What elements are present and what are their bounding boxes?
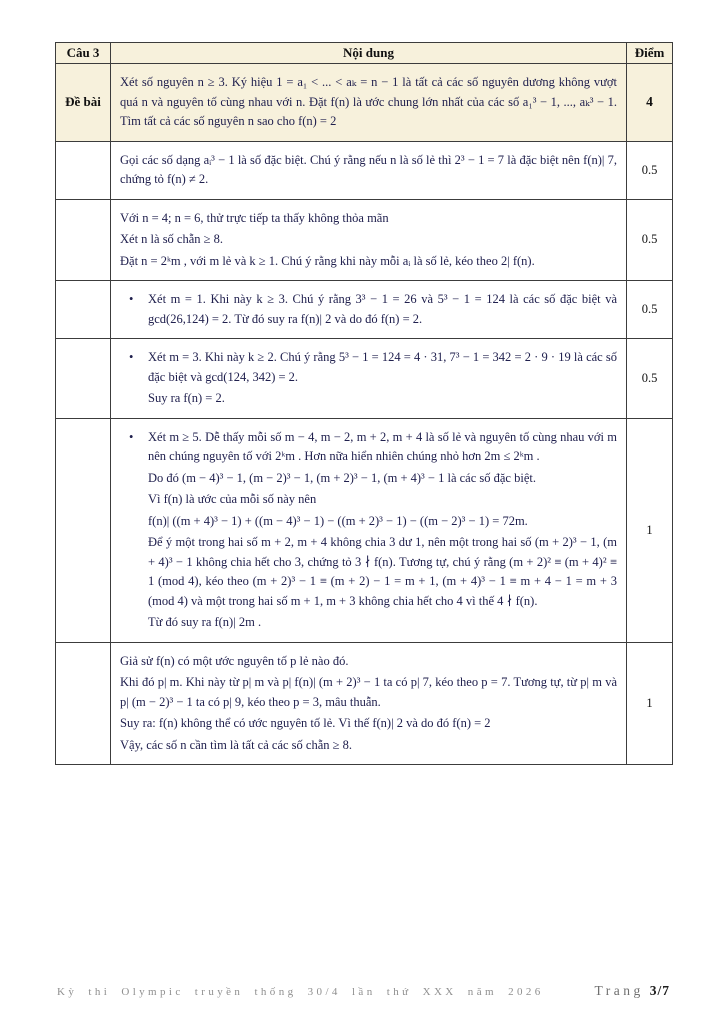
row-label [56, 199, 111, 281]
row-content [111, 199, 627, 281]
paragraph [120, 389, 617, 409]
solution-table [55, 42, 673, 765]
paragraph-text: Gọi các số dạng aᵢ³ − 1 là số đặc biệt. Chú ý rằng nếu n là số lẻ thì 2³ − 1 = 7 là đặc biệt nên f(n)| 7, chứng tỏ f(n) ≠ 2. [120, 152, 617, 186]
paragraph-text: Để ý một trong hai số m + 2, m + 4 không chia 3 dư 1, nên một trong hai số (m + 2)³ − 1, (m + 4)³ − 1 không chia hết cho 3, chứng tỏ 3 ∤ f(n). Tương tự, chú ý rằng (m + 2)² ≡ (m + 4)² ≡ 1 (mod 4), kéo theo (m + 2)³ − 1 ≡ (m + 2) − 1 = m + 1, (m + 4)³ − 1 ≡ m + 4 − 1 = m + 3 (mod 4) và một trong hai số m + 1, m + 3 không chia hết cho 4 vì thế 4 ∤ f(n). [148, 535, 617, 608]
row-label: Đề bài [56, 64, 111, 142]
paragraph [120, 613, 617, 633]
row-content [111, 418, 627, 642]
paragraph [120, 673, 617, 712]
paragraph-text: Xét m = 3. Khi này k ≥ 2. Chú ý rằng 5³ − 1 = 124 = 4 · 31, 7³ − 1 = 342 = 2 · 9 · 19 là các số đặc biệt và gcd(124, 342) = 2. [148, 350, 617, 384]
row-label [56, 141, 111, 199]
paragraph-text: Vì f(n) là ước của mỗi số này nên [148, 492, 317, 506]
paragraph [120, 73, 617, 132]
footer-exam-title: Kỳ thi Olympic truyền thống 30/4 lần thứ XXX năm 2026 [57, 986, 544, 998]
paragraph-text: Do đó (m − 4)³ − 1, (m − 2)³ − 1, (m + 2)³ − 1, (m + 4)³ − 1 là các số đặc biệt. [148, 470, 536, 485]
paragraph [120, 469, 617, 489]
paragraph-text: Giả sử f(n) có một ước nguyên tố p lẻ nào đó. [120, 653, 349, 668]
row-content [111, 642, 627, 765]
row-content [111, 141, 627, 199]
footer-page [594, 982, 670, 1000]
row-content [111, 281, 627, 339]
row-label [56, 339, 111, 419]
table-row [56, 642, 673, 765]
row-points: 0.5 [627, 141, 673, 199]
header-noi-dung: Nội dung [111, 43, 627, 64]
paragraph [120, 230, 617, 250]
table-row [56, 141, 673, 199]
row-content [111, 339, 627, 419]
table-row [56, 418, 673, 642]
paragraph-text: Xét n là số chẵn ≥ 8. [120, 232, 224, 246]
paragraph [120, 533, 617, 611]
paragraph-text: Xét số nguyên n ≥ 3. Ký hiệu 1 = a₁ < ... < aₖ = n − 1 là tất cả các số nguyên dương không vượt quá n và nguyên tố cùng nhau với n. Đặt f(n) là ước chung lớn nhất của các số a₁³ − 1, ..., aₖ³ − 1. Tìm tất cả các số nguyên n sao cho f(n) = 2 [120, 75, 617, 128]
bullet-icon: • [129, 292, 134, 306]
paragraph-text: Suy ra f(n) = 2. [148, 391, 225, 405]
header-diem: Điểm [627, 43, 673, 64]
row-points: 0.5 [627, 199, 673, 281]
row-points: 0.5 [627, 281, 673, 339]
row-label [56, 418, 111, 642]
paragraph [120, 512, 617, 532]
paragraph [120, 736, 617, 756]
paragraph [120, 252, 617, 272]
paragraph [120, 151, 617, 190]
table-row [56, 339, 673, 419]
table-row [56, 281, 673, 339]
paragraph [120, 490, 617, 510]
paragraph-text: Xét m ≥ 5. Dễ thấy mỗi số m − 4, m − 2, m + 2, m + 4 là số lẻ và nguyên tố cùng nhau với m nên chúng nguyên tố với 2ᵏm . Hơn nữa hiển nhiên chúng nhỏ hơn 2m ≤ 2ᵏm . [148, 429, 617, 463]
paragraph-text: Suy ra: f(n) không thể có ước nguyên tố lẻ. Vì thế f(n)| 2 và do đó f(n) = 2 [120, 716, 491, 730]
header-row [56, 43, 673, 64]
paragraph-text: Với n = 4; n = 6, thử trực tiếp ta thấy không thỏa mãn [120, 210, 389, 225]
header-cau: Câu 3 [56, 43, 111, 64]
row-points: 4 [627, 64, 673, 142]
bullet-paragraph [120, 428, 617, 467]
paragraph-text: Xét m = 1. Khi này k ≥ 3. Chú ý rằng 3³ − 1 = 26 và 5³ − 1 = 124 là các số đặc biệt và gcd(26,124) = 2. Từ đó suy ra f(n)| 2 và do đó f(n) = 2. [148, 292, 617, 326]
bullet-icon: • [129, 429, 134, 444]
paragraph-text: Vậy, các số n cần tìm là tất cả các số chẵn ≥ 8. [120, 737, 352, 752]
paragraph [120, 714, 617, 734]
row-label [56, 281, 111, 339]
paragraph-text: Từ đó suy ra f(n)| 2m . [148, 615, 262, 629]
paragraph [120, 652, 617, 672]
table-row [56, 199, 673, 281]
row-points: 1 [627, 418, 673, 642]
solution-body [56, 64, 673, 765]
bullet-paragraph [120, 290, 617, 329]
footer-page-label: Trang [594, 983, 644, 998]
paragraph-text: Khi đó p| m. Khi này từ p| m và p| f(n)| (m + 2)³ − 1 ta có p| 7, kéo theo p = 7. Tương tự, từ p| m và p| (m − 2)³ − 1 ta có p| 9, kéo theo p = 3, mâu thuẫn. [120, 675, 617, 709]
row-points: 0.5 [627, 339, 673, 419]
row-label [56, 642, 111, 765]
paragraph-text: Đặt n = 2ᵏm , với m lẻ và k ≥ 1. Chú ý rằng khi này mỗi aᵢ là số lẻ, kéo theo 2| f(n). [120, 253, 535, 268]
row-points: 1 [627, 642, 673, 765]
paragraph [120, 209, 617, 229]
paragraph-text: f(n)| ((m + 4)³ − 1) + ((m − 4)³ − 1) − ((m + 2)³ − 1) − ((m − 2)³ − 1) = 72m. [148, 513, 528, 528]
bullet-paragraph [120, 348, 617, 387]
page-footer [57, 982, 670, 1000]
footer-page-number: 3/7 [649, 983, 670, 998]
table-row [56, 64, 673, 142]
bullet-icon: • [129, 350, 134, 364]
row-content [111, 64, 627, 142]
